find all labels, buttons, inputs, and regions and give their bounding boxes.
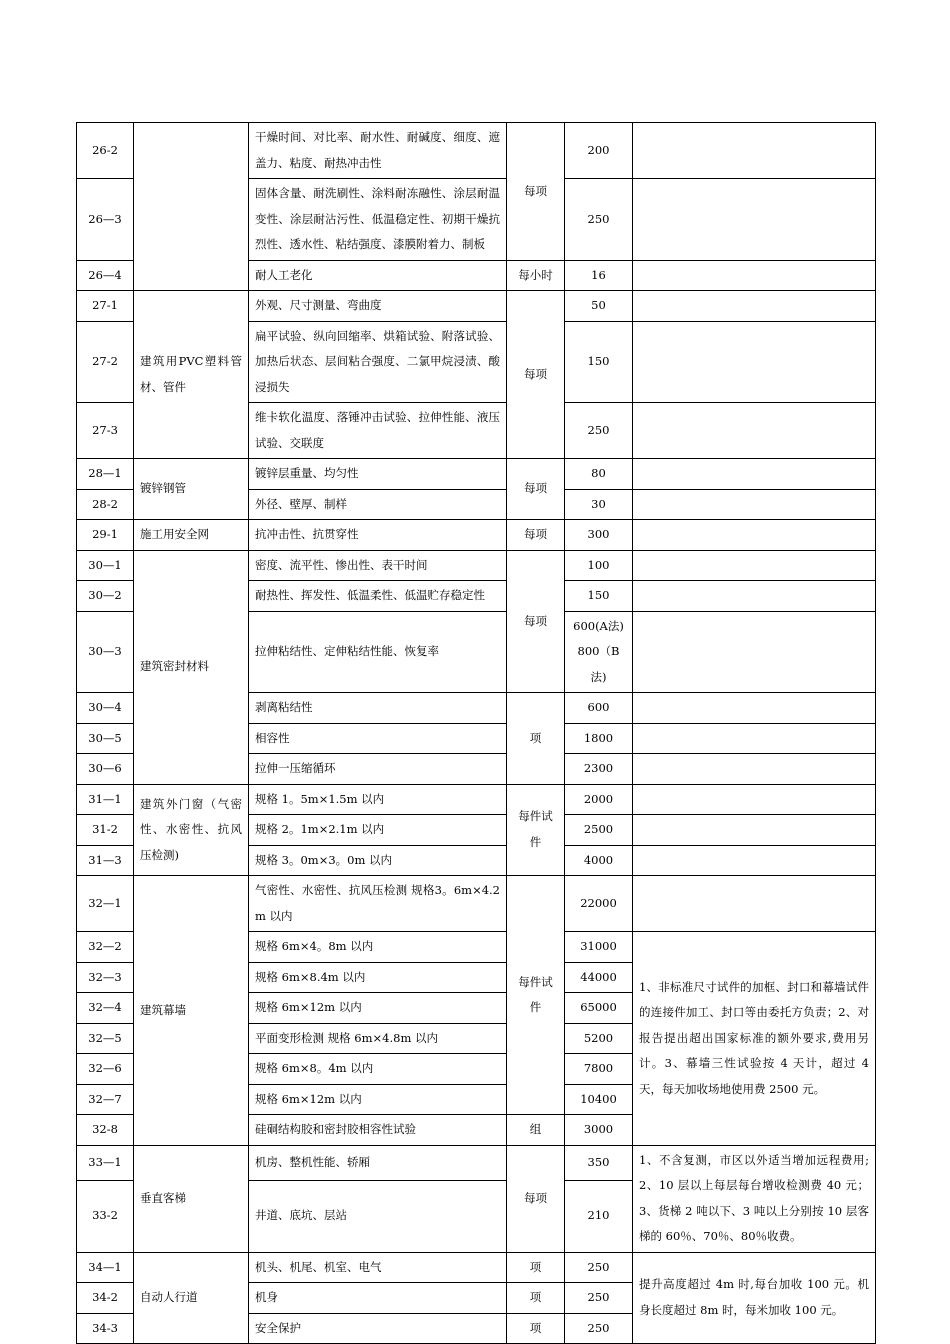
item-number: 30—2 (77, 581, 134, 612)
item-number: 30—6 (77, 754, 134, 785)
table-row (77, 123, 876, 179)
table-row (77, 459, 876, 490)
category-cell: 施工用安全网 (134, 520, 249, 551)
item-number: 28-2 (77, 489, 134, 520)
price-cell: 65000 (565, 993, 633, 1024)
price-cell: 1800 (565, 723, 633, 754)
unit-cell: 每件试件 (507, 784, 565, 876)
test-item: 维卡软化温度、落锤冲击试验、拉伸性能、液压试验、交联度 (249, 403, 507, 459)
remark-cell (633, 784, 876, 815)
test-item: 规格 1。5m×1.5m 以内 (249, 784, 507, 815)
item-number: 32—2 (77, 932, 134, 963)
price-cell: 30 (565, 489, 633, 520)
item-number: 26-2 (77, 123, 134, 179)
item-number: 32—6 (77, 1054, 134, 1085)
price-method-a: 600(A法) (573, 618, 624, 633)
item-number: 26—3 (77, 179, 134, 261)
test-item: 规格 2。1m×2.1m 以内 (249, 815, 507, 846)
remark-cell (633, 291, 876, 322)
test-item: 固体含量、耐洗刷性、涂料耐冻融性、涂层耐温变性、涂层耐沾污性、低温稳定性、初期干燥抗烈性、透水性、粘结强度、漆膜附着力、制板 (249, 179, 507, 261)
unit-cell: 项 (507, 1313, 565, 1344)
remark-cell (633, 876, 876, 932)
price-cell: 250 (565, 403, 633, 459)
price-cell: 80 (565, 459, 633, 490)
table-row (77, 520, 876, 551)
price-cell: 2500 (565, 815, 633, 846)
test-item: 相容性 (249, 723, 507, 754)
remark-cell (633, 754, 876, 785)
remark-cell (633, 581, 876, 612)
test-item: 机房、整机性能、轿厢 (249, 1145, 507, 1180)
remark-cell (633, 723, 876, 754)
item-number: 27-1 (77, 291, 134, 322)
price-cell: 100 (565, 550, 633, 581)
price-cell: 31000 (565, 932, 633, 963)
fee-table (76, 122, 876, 1344)
price-cell: 210 (565, 1180, 633, 1252)
test-item: 规格 6m×8.4m 以内 (249, 962, 507, 993)
price-cell: 16 (565, 260, 633, 291)
test-item: 外径、壁厚、制样 (249, 489, 507, 520)
item-number: 32—4 (77, 993, 134, 1024)
item-number: 30—4 (77, 693, 134, 724)
unit-cell: 项 (507, 693, 565, 785)
price-cell: 4000 (565, 845, 633, 876)
unit-cell: 组 (507, 1115, 565, 1146)
remark-cell (633, 489, 876, 520)
price-cell (565, 611, 633, 693)
elevator-note: 1、不含复测，市区以外适当增加远程费用;2、10 层以上每层每台增收检测费 40 元；3、货梯 2 吨以下、3 吨以上分别按 10 层客梯的 60％、70％、80％收费。 (633, 1145, 876, 1252)
remark-cell (633, 459, 876, 490)
category-cell: 建筑用PVC塑料管材、管件 (134, 291, 249, 459)
item-number: 33-2 (77, 1180, 134, 1252)
remark-cell (633, 123, 876, 179)
item-number: 32—3 (77, 962, 134, 993)
test-item: 平面变形检测 规格 6m×4.8m 以内 (249, 1023, 507, 1054)
table-row (77, 784, 876, 815)
item-number: 30—5 (77, 723, 134, 754)
test-item: 机身 (249, 1283, 507, 1314)
price-cell: 44000 (565, 962, 633, 993)
category-cell: 镀锌钢管 (134, 459, 249, 520)
unit-cell: 每项 (507, 1145, 565, 1252)
table-row (77, 1145, 876, 1180)
unit-cell: 每项 (507, 123, 565, 261)
price-cell: 250 (565, 1283, 633, 1314)
price-cell: 600 (565, 693, 633, 724)
remark-cell (633, 815, 876, 846)
remark-cell (633, 550, 876, 581)
remark-cell (633, 403, 876, 459)
category-cell: 建筑外门窗（气密性、水密性、抗风压检测) (134, 784, 249, 876)
test-item: 镀锌层重量、均匀性 (249, 459, 507, 490)
unit-cell: 每项 (507, 459, 565, 520)
price-cell: 2000 (565, 784, 633, 815)
price-cell: 250 (565, 179, 633, 261)
test-item: 规格 6m×12m 以内 (249, 993, 507, 1024)
item-number: 32—5 (77, 1023, 134, 1054)
test-item: 剥离粘结性 (249, 693, 507, 724)
table-row (77, 291, 876, 322)
price-cell: 350 (565, 1145, 633, 1180)
unit-cell: 每项 (507, 550, 565, 693)
unit-cell: 项 (507, 1252, 565, 1283)
test-item: 规格 3。0m×3。0m 以内 (249, 845, 507, 876)
item-number: 30—1 (77, 550, 134, 581)
price-cell: 200 (565, 123, 633, 179)
price-cell: 50 (565, 291, 633, 322)
category-cell: 建筑密封材料 (134, 550, 249, 784)
remark-cell (633, 260, 876, 291)
item-number: 34—1 (77, 1252, 134, 1283)
item-number: 27-2 (77, 321, 134, 403)
curtain-wall-note: 1、非标准尺寸试件的加框、封口和幕墙试件的连接件加工、封口等由委托方负责；2、对报告提出超出国家标准的额外要求,费用另计。3、幕墙三性试验按 4 天计，超过 4 天，每天加收场地使用费 2500 元。 (633, 932, 876, 1146)
remark-cell (633, 845, 876, 876)
category-cell (134, 123, 249, 291)
price-cell: 300 (565, 520, 633, 551)
test-item: 井道、底坑、层站 (249, 1180, 507, 1252)
price-cell: 22000 (565, 876, 633, 932)
remark-cell (633, 520, 876, 551)
item-number: 33—1 (77, 1145, 134, 1180)
item-number: 26—4 (77, 260, 134, 291)
price-cell: 7800 (565, 1054, 633, 1085)
category-cell: 自动人行道 (134, 1252, 249, 1344)
test-item: 气密性、水密性、抗风压检测 规格3。6m×4.2m 以内 (249, 876, 507, 932)
unit-cell: 每小时 (507, 260, 565, 291)
price-cell: 250 (565, 1252, 633, 1283)
test-item: 硅硐结构胶和密封胶相容性试验 (249, 1115, 507, 1146)
test-item: 规格 6m×4。8m 以内 (249, 932, 507, 963)
table-row (77, 550, 876, 581)
category-cell: 垂直客梯 (134, 1145, 249, 1252)
test-item: 耐热性、挥发性、低温柔性、低温贮存稳定性 (249, 581, 507, 612)
price-cell: 10400 (565, 1084, 633, 1115)
unit-cell: 每件试件 (507, 876, 565, 1115)
item-number: 32—7 (77, 1084, 134, 1115)
remark-cell (633, 179, 876, 261)
unit-cell: 项 (507, 1283, 565, 1314)
item-number: 28—1 (77, 459, 134, 490)
remark-cell (633, 693, 876, 724)
item-number: 32—1 (77, 876, 134, 932)
unit-cell: 每项 (507, 291, 565, 459)
price-cell: 150 (565, 581, 633, 612)
test-item: 干燥时间、对比率、耐水性、耐碱度、细度、遮盖力、粘度、耐热冲击性 (249, 123, 507, 179)
category-cell: 建筑幕墙 (134, 876, 249, 1146)
remark-cell (633, 611, 876, 693)
test-item: 扁平试验、纵向回缩率、烘箱试验、附落试验、加热后状态、层间粘合强度、二氯甲烷浸渍、酸浸损失 (249, 321, 507, 403)
item-number: 32-8 (77, 1115, 134, 1146)
test-item: 安全保护 (249, 1313, 507, 1344)
item-number: 34-3 (77, 1313, 134, 1344)
price-method-b: 800（B法) (577, 644, 620, 684)
item-number: 27-3 (77, 403, 134, 459)
price-cell: 5200 (565, 1023, 633, 1054)
table-row (77, 1252, 876, 1283)
test-item: 抗冲击性、抗贯穿性 (249, 520, 507, 551)
price-cell: 250 (565, 1313, 633, 1344)
item-number: 29-1 (77, 520, 134, 551)
test-item: 规格 6m×8。4m 以内 (249, 1054, 507, 1085)
item-number: 31-2 (77, 815, 134, 846)
table-row (77, 876, 876, 932)
test-item: 机头、机尾、机室、电气 (249, 1252, 507, 1283)
price-cell: 3000 (565, 1115, 633, 1146)
test-item: 拉伸粘结性、定伸粘结性能、恢复率 (249, 611, 507, 693)
price-cell: 2300 (565, 754, 633, 785)
price-cell: 150 (565, 321, 633, 403)
item-number: 31—3 (77, 845, 134, 876)
test-item: 外观、尺寸测量、弯曲度 (249, 291, 507, 322)
test-item: 拉伸一压缩循环 (249, 754, 507, 785)
test-item: 密度、流平性、惨出性、表干时间 (249, 550, 507, 581)
test-item: 规格 6m×12m 以内 (249, 1084, 507, 1115)
test-item: 耐人工老化 (249, 260, 507, 291)
item-number: 31—1 (77, 784, 134, 815)
walkway-note: 提升高度超过 4m 时,每台加收 100 元。机身长度超过 8m 时，每米加收 100 元。 (633, 1252, 876, 1344)
item-number: 34-2 (77, 1283, 134, 1314)
remark-cell (633, 321, 876, 403)
item-number: 30—3 (77, 611, 134, 693)
unit-cell: 每项 (507, 520, 565, 551)
